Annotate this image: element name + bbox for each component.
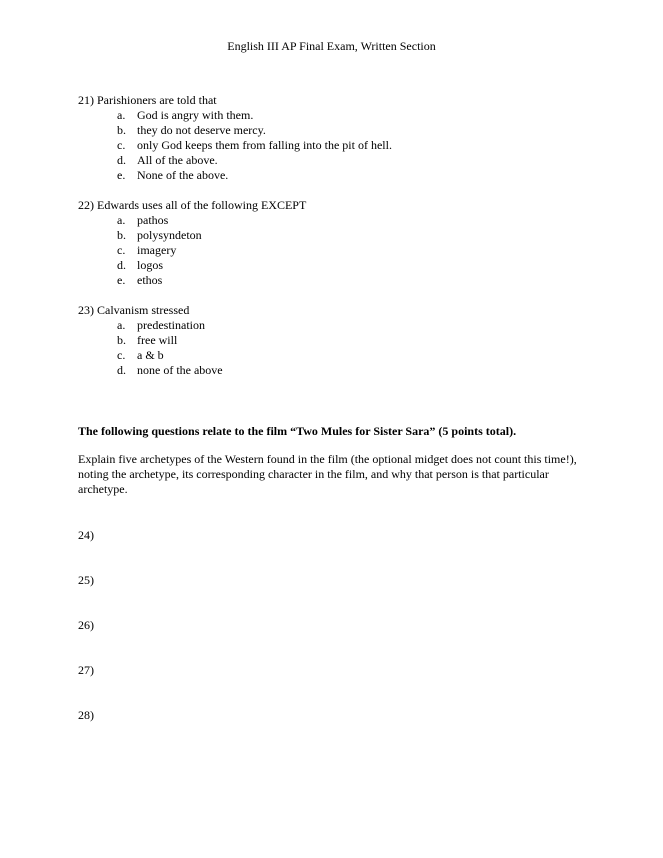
- choice-list: [78, 318, 223, 378]
- choice-letter: c.: [117, 243, 126, 257]
- choice-item: [78, 138, 392, 153]
- page-title: English III AP Final Exam, Written Section: [227, 39, 436, 53]
- choice-letter: c.: [117, 138, 126, 152]
- choice-text: imagery: [137, 243, 177, 257]
- choice-text: All of the above.: [137, 153, 218, 167]
- choice-item: [78, 363, 223, 378]
- question-stem: 22) Edwards uses all of the following EXCEPT: [78, 198, 307, 212]
- choice-item: [78, 228, 306, 243]
- answer-number-25: 25): [78, 573, 94, 587]
- choice-item: [78, 273, 306, 288]
- choice-item: [78, 153, 217, 168]
- choice-letter: e.: [117, 168, 126, 182]
- choice-item: [78, 348, 189, 363]
- choice-list: [78, 213, 306, 288]
- answer-number-26: 26): [78, 618, 94, 632]
- choice-text: they do not deserve mercy.: [137, 123, 266, 137]
- choice-item: [78, 333, 189, 348]
- answer-number-28: 28): [78, 708, 94, 722]
- choice-item: [78, 123, 266, 138]
- choice-list: [78, 108, 392, 183]
- answer-number-27: 27): [78, 663, 94, 677]
- choice-letter: a.: [117, 108, 126, 122]
- section-heading: The following questions relate to the film “Two Mules for Sister Sara” (5 points total).: [78, 424, 517, 438]
- choice-text: a & b: [137, 348, 164, 362]
- choice-item: [78, 318, 205, 333]
- choice-letter: e.: [117, 273, 126, 287]
- choice-letter: d.: [117, 153, 126, 167]
- choice-item: [78, 213, 306, 228]
- choice-text: pathos: [137, 213, 169, 227]
- choice-letter: d.: [117, 258, 126, 272]
- choice-letter: b.: [117, 123, 126, 137]
- question-21: [78, 93, 392, 183]
- choice-text: logos: [137, 258, 164, 272]
- question-stem: 21) Parishioners are told that: [78, 93, 217, 107]
- choice-text: only God keeps them from falling into the pit of hell.: [137, 138, 392, 152]
- choice-text: free will: [137, 333, 178, 347]
- choice-text: polysyndeton: [137, 228, 202, 242]
- choice-letter: d.: [117, 363, 126, 377]
- choice-letter: b.: [117, 228, 126, 242]
- choice-item: [78, 243, 306, 258]
- choice-text: none of the above: [137, 363, 223, 377]
- question-23: [78, 303, 223, 378]
- answer-number-24: 24): [78, 528, 94, 542]
- choice-item: [78, 258, 306, 273]
- choice-letter: a.: [117, 318, 126, 332]
- question-22: [78, 198, 306, 288]
- choice-item: [78, 108, 254, 123]
- instructions-paragraph: Explain five archetypes of the Western found in the film (the optional midget does not count this time!), noting the archetype, its corresponding character in the film, and why that person is that particular archetype.: [78, 452, 577, 496]
- question-stem: 23) Calvanism stressed: [78, 303, 190, 317]
- choice-letter: a.: [117, 213, 126, 227]
- choice-text: God is angry with them.: [137, 108, 254, 122]
- choice-letter: c.: [117, 348, 126, 362]
- choice-letter: b.: [117, 333, 126, 347]
- choice-text: None of the above.: [137, 168, 229, 182]
- choice-item: [78, 168, 229, 183]
- choice-text: ethos: [137, 273, 163, 287]
- choice-text: predestination: [137, 318, 205, 332]
